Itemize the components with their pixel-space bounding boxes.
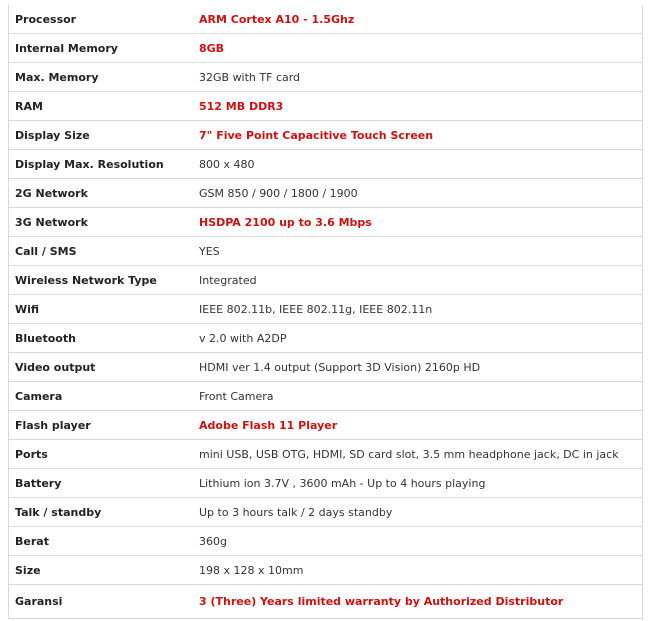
spec-table-body — [9, 5, 643, 619]
spec-value: Adobe Flash 11 Player — [193, 411, 643, 440]
spec-label: 3G Network — [9, 208, 194, 237]
spec-label: Processor — [9, 5, 194, 34]
spec-value: Up to 3 hours talk / 2 days standby — [193, 498, 643, 527]
spec-row — [9, 34, 643, 63]
spec-row — [9, 295, 643, 324]
spec-row — [9, 411, 643, 440]
spec-row — [9, 353, 643, 382]
spec-label: Display Size — [9, 121, 194, 150]
spec-row — [9, 179, 643, 208]
spec-value: GSM 850 / 900 / 1800 / 1900 — [193, 179, 643, 208]
spec-label: Ports — [9, 440, 194, 469]
spec-label: Internal Memory — [9, 34, 194, 63]
spec-value: 512 MB DDR3 — [193, 92, 643, 121]
spec-value: YES — [193, 237, 643, 266]
spec-row — [9, 527, 643, 556]
spec-value: IEEE 802.11b, IEEE 802.11g, IEEE 802.11n — [193, 295, 643, 324]
spec-label: Call / SMS — [9, 237, 194, 266]
spec-row — [9, 498, 643, 527]
spec-row — [9, 237, 643, 266]
spec-row — [9, 92, 643, 121]
spec-value: 198 x 128 x 10mm — [193, 556, 643, 585]
spec-value: Integrated — [193, 266, 643, 295]
spec-table — [8, 5, 643, 619]
spec-value: 8GB — [193, 34, 643, 63]
spec-label: Bluetooth — [9, 324, 194, 353]
spec-label: Wifi — [9, 295, 194, 324]
spec-row — [9, 382, 643, 411]
spec-label: Display Max. Resolution — [9, 150, 194, 179]
spec-value: HSDPA 2100 up to 3.6 Mbps — [193, 208, 643, 237]
spec-label: Camera — [9, 382, 194, 411]
spec-label: Flash player — [9, 411, 194, 440]
spec-label: Battery — [9, 469, 194, 498]
spec-value: Lithium ion 3.7V , 3600 mAh - Up to 4 hours playing — [193, 469, 643, 498]
spec-row — [9, 266, 643, 295]
spec-label: Max. Memory — [9, 63, 194, 92]
spec-value: 3 (Three) Years limited warranty by Authorized Distributor — [193, 585, 643, 619]
spec-label: Size — [9, 556, 194, 585]
spec-row — [9, 324, 643, 353]
spec-row — [9, 556, 643, 585]
spec-value: 800 x 480 — [193, 150, 643, 179]
spec-row — [9, 208, 643, 237]
spec-row — [9, 150, 643, 179]
spec-row — [9, 63, 643, 92]
spec-label: Berat — [9, 527, 194, 556]
spec-row — [9, 469, 643, 498]
spec-label: 2G Network — [9, 179, 194, 208]
spec-row — [9, 585, 643, 619]
spec-row — [9, 121, 643, 150]
spec-value: 360g — [193, 527, 643, 556]
spec-value: ARM Cortex A10 - 1.5Ghz — [193, 5, 643, 34]
spec-row — [9, 440, 643, 469]
spec-label: Talk / standby — [9, 498, 194, 527]
spec-value: 32GB with TF card — [193, 63, 643, 92]
spec-label: Video output — [9, 353, 194, 382]
spec-row — [9, 5, 643, 34]
spec-value: mini USB, USB OTG, HDMI, SD card slot, 3.5 mm headphone jack, DC in jack — [193, 440, 643, 469]
spec-label: Garansi — [9, 585, 194, 619]
spec-label: RAM — [9, 92, 194, 121]
spec-value: Front Camera — [193, 382, 643, 411]
spec-value: HDMI ver 1.4 output (Support 3D Vision) 2160p HD — [193, 353, 643, 382]
spec-value: 7" Five Point Capacitive Touch Screen — [193, 121, 643, 150]
spec-label: Wireless Network Type — [9, 266, 194, 295]
spec-value: v 2.0 with A2DP — [193, 324, 643, 353]
